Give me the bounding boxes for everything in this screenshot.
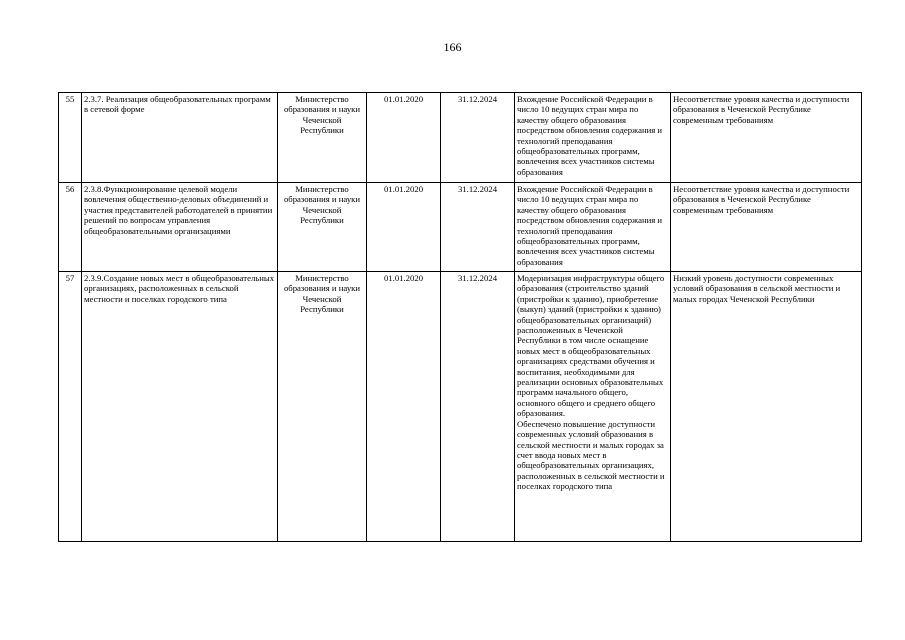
- start-date-cell: 01.01.2020: [367, 183, 441, 272]
- result-cell: Вхождение Российской Федерации в число 10 ведущих стран мира по качеству общего образования посредством обновления содержания и технологий преподавания общеобразовательных программ, вовлечения всех участников системы образования: [515, 93, 671, 183]
- result-paragraph: Обеспечено повышение доступности современных условий образования в сельской местности и малых городах за счет ввода новых мест в общеобразовательных организациях, расположенных в сельской местности и поселках городского типа: [517, 418, 665, 492]
- end-date-cell: 31.12.2024: [441, 183, 515, 272]
- row-number: 56: [59, 183, 82, 272]
- table-row: [59, 93, 862, 183]
- executor-cell: Министерство образования и науки Чеченской Республики: [278, 183, 367, 272]
- start-date-cell: 01.01.2020: [367, 272, 441, 542]
- task-cell: 2.3.8.Функционирование целевой модели вовлечения общественно-деловых объединений и участия представителей работодателей в принятии решений по вопросам управления общеобразовательными организациями: [82, 183, 278, 272]
- executor-cell: Министерство образования и науки Чеченской Республики: [278, 93, 367, 183]
- consequence-cell: Несоответствие уровня качества и доступности образования в Чеченской Республике современным требованиям: [671, 93, 862, 183]
- end-date-cell: 31.12.2024: [441, 93, 515, 183]
- start-date-cell: 01.01.2020: [367, 93, 441, 183]
- executor-cell: Министерство образования и науки Чеченской Республики: [278, 272, 367, 542]
- page-number: 166: [443, 40, 462, 54]
- result-cell: Вхождение Российской Федерации в число 10 ведущих стран мира по качеству общего образования посредством обновления содержания и технологий преподавания общеобразовательных программ, вовлечения всех участников системы образования: [515, 183, 671, 272]
- task-cell: 2.3.7. Реализация общеобразовательных программ в сетевой форме: [82, 93, 278, 183]
- row-number: 57: [59, 272, 82, 542]
- task-cell: 2.3.9.Создание новых мест в общеобразовательных организациях, расположенных в сельской местности и поселках городского типа: [82, 272, 278, 542]
- end-date-cell: 31.12.2024: [441, 272, 515, 542]
- consequence-cell: Несоответствие уровня качества и доступности образования в Чеченской Республике современным требованиям: [671, 183, 862, 272]
- measures-table: [58, 92, 862, 542]
- table-row: [59, 272, 862, 542]
- result-cell: [515, 272, 671, 542]
- row-number: 55: [59, 93, 82, 183]
- consequence-cell: Низкий уровень доступности современных условий образования в сельской местности и малых городах Чеченской Республики: [671, 272, 862, 542]
- result-paragraph: Модернизация инфраструктуры общего образования (строительство зданий (пристройки к зданию), приобретение (выкуп) зданий (пристройки к зданию) общеобразовательных организаций) расположенных в Чеченской Республики в том числе оснащение новых мест в общеобразовательных организациях средствами обучения и воспитания, необходимыми для реализации основных образовательных программ начального общего, основного общего и среднего общего образования.: [517, 273, 665, 419]
- table-row: [59, 183, 862, 272]
